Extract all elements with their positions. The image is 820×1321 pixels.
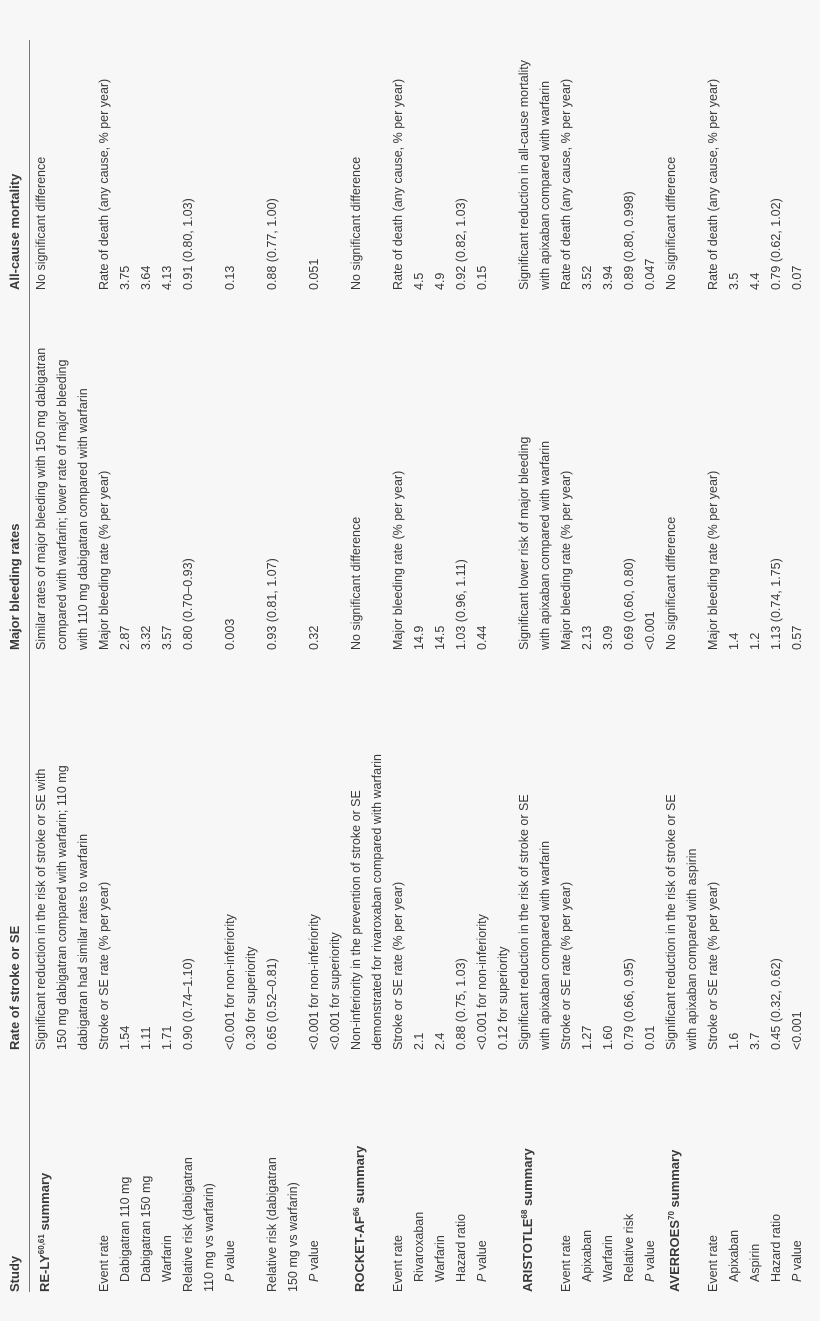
study-label: Event rate xyxy=(97,1235,111,1292)
bleeding-cell xyxy=(157,290,178,650)
study-cell xyxy=(178,1050,220,1292)
bleeding-cell xyxy=(619,290,640,650)
bleeding-cell xyxy=(346,290,388,650)
bleeding-cell xyxy=(766,290,787,650)
stroke-cell xyxy=(136,650,157,1050)
mortality-cell xyxy=(262,40,304,290)
cell-line: 1.13 (0.74, 1.75) xyxy=(769,558,783,650)
table-row xyxy=(724,40,745,1292)
mortality-cell xyxy=(220,40,262,290)
cell-line: 0.80 (0.70–0.93) xyxy=(181,558,195,650)
cell-line: Stroke or SE rate (% per year) xyxy=(706,881,720,1050)
cell-line: 1.03 (0.96, 1.11) xyxy=(454,559,468,650)
study-cell xyxy=(787,1050,808,1292)
study-cell xyxy=(31,1050,94,1292)
cell-line: 3.5 xyxy=(727,272,741,290)
p-value-rest: value xyxy=(475,1240,489,1274)
study-label: Warfarin xyxy=(433,1235,447,1282)
mortality-cell xyxy=(787,40,808,290)
cell-line: 4.5 xyxy=(412,272,426,290)
study-name: ARISTOTLE xyxy=(520,1218,535,1292)
bleeding-cell xyxy=(409,290,430,650)
study-label: Dabigatran 110 mg xyxy=(118,1176,132,1282)
cell-line: 0.92 (0.82, 1.03) xyxy=(454,198,468,290)
study-label: Hazard ratio xyxy=(769,1213,783,1282)
table-row xyxy=(304,40,346,1292)
cell-line: 1.71 xyxy=(160,1025,174,1050)
study-cell xyxy=(346,1050,388,1292)
bleeding-cell xyxy=(31,290,94,650)
table-body xyxy=(30,40,808,1292)
table-row xyxy=(346,40,388,1292)
bleeding-cell xyxy=(430,290,451,650)
cell-line: Major bleeding rate (% per year) xyxy=(391,470,405,650)
cell-line: Significant reduction in the risk of stroke or SE xyxy=(664,794,678,1050)
cell-line: demonstrated for rivaroxaban compared with warfarin xyxy=(370,754,384,1050)
cell-line: 0.88 (0.75, 1.03) xyxy=(454,958,468,1050)
table-row xyxy=(31,40,94,1292)
study-cell xyxy=(262,1050,304,1292)
stroke-cell xyxy=(640,650,661,1050)
p-italic: P xyxy=(475,1273,489,1282)
study-label: Event rate xyxy=(559,1235,573,1292)
cell-line: 0.91 (0.80, 1.03) xyxy=(181,198,195,290)
mortality-cell xyxy=(346,40,388,290)
mortality-cell xyxy=(745,40,766,290)
cell-line: with apixaban compared with warfarin xyxy=(538,80,552,290)
study-cell xyxy=(451,1050,472,1292)
study-label: Aspirin xyxy=(748,1243,762,1282)
cell-line: with apixaban compared with aspirin xyxy=(685,848,699,1050)
study-suffix: summary xyxy=(352,1145,367,1208)
cell-line: Rate of death (any cause, % per year) xyxy=(391,78,405,290)
p-value-rest: value xyxy=(307,1240,321,1274)
table-row xyxy=(745,40,766,1292)
study-suffix: summary xyxy=(667,1149,682,1212)
cell-line: 0.69 (0.60, 0.80) xyxy=(622,558,636,650)
study-name: AVERROES xyxy=(667,1220,682,1292)
mortality-cell xyxy=(703,40,724,290)
stroke-cell xyxy=(31,650,94,1050)
stroke-cell xyxy=(94,650,115,1050)
bleeding-cell xyxy=(388,290,409,650)
stroke-cell xyxy=(115,650,136,1050)
cell-line: with apixaban compared with warfarin xyxy=(538,840,552,1050)
cell-line: Major bleeding rate (% per year) xyxy=(559,470,573,650)
cell-line: 0.07 xyxy=(790,265,804,290)
stroke-cell xyxy=(724,650,745,1050)
study-cell xyxy=(115,1050,136,1292)
p-value-rest: value xyxy=(790,1240,804,1274)
stroke-cell xyxy=(388,650,409,1050)
cell-line: Stroke or SE rate (% per year) xyxy=(391,881,405,1050)
header-stroke-rate: Rate of stroke or SE xyxy=(7,925,22,1050)
cell-line: 0.65 (0.52–0.81) xyxy=(265,958,279,1050)
study-label: Rivaroxaban xyxy=(412,1211,426,1282)
cell-line: 1.6 xyxy=(727,1032,741,1050)
stroke-cell xyxy=(661,650,703,1050)
cell-line: 3.64 xyxy=(139,265,153,290)
table-row xyxy=(136,40,157,1292)
table-row xyxy=(598,40,619,1292)
study-name: ROCKET-AF xyxy=(352,1216,367,1292)
mortality-cell xyxy=(157,40,178,290)
study-label: Relative risk (dabigatran xyxy=(181,1157,195,1292)
cell-line: No significant difference xyxy=(34,156,48,290)
cell-line: Significant reduction in the risk of stroke or SE with xyxy=(34,768,48,1050)
p-italic: P xyxy=(643,1273,657,1282)
cell-line: 1.60 xyxy=(601,1025,615,1050)
study-title xyxy=(346,1050,367,1292)
cell-line: 0.01 xyxy=(643,1025,657,1050)
study-cell xyxy=(598,1050,619,1292)
cell-line: <0.001 xyxy=(643,611,657,650)
table-row xyxy=(94,40,115,1292)
bleeding-cell xyxy=(262,290,304,650)
study-cell xyxy=(766,1050,787,1292)
study-cell xyxy=(640,1050,661,1292)
study-label: Apixaban xyxy=(727,1229,741,1282)
cell-line: 3.94 xyxy=(601,265,615,290)
study-cell xyxy=(514,1050,556,1292)
cell-line: 0.047 xyxy=(643,258,657,290)
bleeding-cell xyxy=(115,290,136,650)
mortality-cell xyxy=(472,40,514,290)
mortality-cell xyxy=(556,40,577,290)
table-row xyxy=(220,40,262,1292)
stroke-cell xyxy=(451,650,472,1050)
mortality-cell xyxy=(640,40,661,290)
cell-line: 0.051 xyxy=(307,258,321,290)
bleeding-cell xyxy=(451,290,472,650)
cell-line: <0.001 xyxy=(790,1011,804,1050)
cell-line: 0.12 for superiority xyxy=(496,946,510,1050)
cell-line: with apixaban compared with warfarin xyxy=(538,440,552,650)
study-label: 110 mg vs warfarin) xyxy=(202,1183,216,1292)
stroke-cell xyxy=(619,650,640,1050)
cell-line: 0.57 xyxy=(790,625,804,650)
study-label: Event rate xyxy=(391,1235,405,1292)
mortality-cell xyxy=(619,40,640,290)
mortality-cell xyxy=(451,40,472,290)
p-value-label xyxy=(304,1050,325,1292)
study-suffix: summary xyxy=(37,1172,52,1235)
cell-line: 1.4 xyxy=(727,632,741,650)
bleeding-cell xyxy=(556,290,577,650)
header-mortality: All-cause mortality xyxy=(7,173,22,290)
study-label: Apixaban xyxy=(580,1229,594,1282)
cell-line: <0.001 for non-inferiority xyxy=(223,914,237,1050)
bleeding-cell xyxy=(304,290,346,650)
cell-line: 0.45 (0.32, 0.62) xyxy=(769,958,783,1050)
cell-line: Major bleeding rate (% per year) xyxy=(706,470,720,650)
stroke-cell xyxy=(346,650,388,1050)
cell-line: <0.001 for non-inferiority xyxy=(475,914,489,1050)
cell-line: Stroke or SE rate (% per year) xyxy=(559,881,573,1050)
bleeding-cell xyxy=(745,290,766,650)
stroke-cell xyxy=(178,650,220,1050)
mortality-cell xyxy=(94,40,115,290)
cell-line: 2.13 xyxy=(580,625,594,650)
study-label: Warfarin xyxy=(601,1235,615,1282)
cell-line: No significant difference xyxy=(664,156,678,290)
study-cell xyxy=(388,1050,409,1292)
cell-line: 1.11 xyxy=(139,1026,153,1050)
cell-line: 0.003 xyxy=(223,618,237,650)
cell-line: Significant reduction in all-cause mortality xyxy=(517,60,531,290)
study-cell xyxy=(409,1050,430,1292)
study-cell xyxy=(661,1050,703,1292)
cell-line: compared with warfarin; lower rate of major bleeding xyxy=(55,359,69,650)
table-row xyxy=(157,40,178,1292)
bleeding-cell xyxy=(703,290,724,650)
study-cell xyxy=(619,1050,640,1292)
cell-line: 2.1 xyxy=(412,1032,426,1050)
bleeding-cell xyxy=(94,290,115,650)
stroke-cell xyxy=(514,650,556,1050)
study-cell xyxy=(94,1050,115,1292)
cell-line: Rate of death (any cause, % per year) xyxy=(559,78,573,290)
stroke-cell xyxy=(472,650,514,1050)
mortality-cell xyxy=(724,40,745,290)
study-label: 150 mg vs warfarin) xyxy=(286,1182,300,1292)
table-row xyxy=(409,40,430,1292)
study-suffix: summary xyxy=(520,1148,535,1210)
stroke-cell xyxy=(262,650,304,1050)
cell-line: 14.5 xyxy=(433,625,447,650)
bleeding-cell xyxy=(136,290,157,650)
cell-line: Significant lower risk of major bleeding xyxy=(517,436,531,650)
study-cell xyxy=(472,1050,514,1292)
study-cell xyxy=(724,1050,745,1292)
study-cell xyxy=(745,1050,766,1292)
cell-line: 0.79 (0.66, 0.95) xyxy=(622,958,636,1050)
cell-line: Stroke or SE rate (% per year) xyxy=(97,881,111,1050)
stroke-cell xyxy=(157,650,178,1050)
table-row xyxy=(556,40,577,1292)
bleeding-cell xyxy=(598,290,619,650)
cell-line: 4.13 xyxy=(160,265,174,290)
stroke-cell xyxy=(304,650,346,1050)
mortality-cell xyxy=(577,40,598,290)
study-cell xyxy=(430,1050,451,1292)
reference-superscript: 68 xyxy=(520,1209,529,1219)
cell-line: 3.32 xyxy=(139,625,153,650)
table-row xyxy=(661,40,703,1292)
table-row xyxy=(619,40,640,1292)
p-italic: P xyxy=(223,1273,237,1282)
cell-line: 0.32 xyxy=(307,625,321,650)
header-study: Study xyxy=(7,1255,22,1292)
cell-line: 0.89 (0.80, 0.998) xyxy=(622,191,636,290)
stroke-cell xyxy=(556,650,577,1050)
table-row xyxy=(451,40,472,1292)
study-cell xyxy=(220,1050,262,1292)
cell-line: 4.9 xyxy=(433,272,447,290)
bleeding-cell xyxy=(178,290,220,650)
stroke-cell xyxy=(430,650,451,1050)
study-title xyxy=(661,1050,682,1292)
cell-line: 150 mg dabigatran compared with warfarin; 110 mg xyxy=(55,765,69,1050)
bleeding-cell xyxy=(514,290,556,650)
study-cell xyxy=(304,1050,346,1292)
table-header xyxy=(0,40,30,1292)
study-label: Warfarin xyxy=(160,1235,174,1282)
table-row xyxy=(577,40,598,1292)
stroke-cell xyxy=(745,650,766,1050)
mortality-cell xyxy=(409,40,430,290)
table-row xyxy=(640,40,661,1292)
cell-line: <0.001 for superiority xyxy=(328,932,342,1050)
study-name: RE-LY xyxy=(37,1254,52,1292)
study-cell xyxy=(577,1050,598,1292)
reference-superscript: 60,61 xyxy=(37,1234,46,1255)
cell-line: 3.75 xyxy=(118,265,132,290)
stroke-cell xyxy=(220,650,262,1050)
cell-line: 2.4 xyxy=(433,1032,447,1050)
cell-line: Major bleeding rate (% per year) xyxy=(97,470,111,650)
cell-line: Similar rates of major bleeding with 150 mg dabigatran xyxy=(34,347,48,650)
bleeding-cell xyxy=(661,290,703,650)
header-bleeding-rates: Major bleeding rates xyxy=(7,523,22,650)
table-row xyxy=(430,40,451,1292)
study-title xyxy=(31,1050,52,1292)
cell-line: 14.9 xyxy=(412,625,426,650)
study-cell xyxy=(157,1050,178,1292)
cell-line: 2.87 xyxy=(118,625,132,650)
table-row xyxy=(766,40,787,1292)
table-row xyxy=(787,40,808,1292)
mortality-cell xyxy=(598,40,619,290)
cell-line: 3.52 xyxy=(580,265,594,290)
study-cell xyxy=(703,1050,724,1292)
cell-line: dabigatran had similar rates to warfarin xyxy=(76,833,90,1050)
study-label: Relative risk (dabigatran xyxy=(265,1157,279,1292)
mortality-cell xyxy=(388,40,409,290)
table-row xyxy=(703,40,724,1292)
study-label: Event rate xyxy=(706,1235,720,1292)
bleeding-cell xyxy=(787,290,808,650)
stroke-cell xyxy=(598,650,619,1050)
bleeding-cell xyxy=(472,290,514,650)
study-label: Dabigatran 150 mg xyxy=(139,1175,153,1282)
cell-line: 0.15 xyxy=(475,265,489,290)
cell-line: 0.90 (0.74–1.10) xyxy=(181,958,195,1050)
study-label: Relative risk xyxy=(622,1213,636,1282)
p-value-rest: value xyxy=(643,1240,657,1274)
cell-line: 4.4 xyxy=(748,272,762,290)
mortality-cell xyxy=(115,40,136,290)
bleeding-cell xyxy=(724,290,745,650)
cell-line: No significant difference xyxy=(349,516,363,650)
table-row xyxy=(115,40,136,1292)
p-value-label xyxy=(640,1050,661,1292)
table-row xyxy=(514,40,556,1292)
cell-line: 0.79 (0.62, 1.02) xyxy=(769,198,783,290)
cell-line: Significant reduction in the risk of stroke or SE xyxy=(517,794,531,1050)
cell-line: 3.7 xyxy=(748,1032,762,1050)
cell-line: 1.54 xyxy=(118,1025,132,1050)
cell-line: No significant difference xyxy=(349,156,363,290)
bleeding-cell xyxy=(220,290,262,650)
reference-superscript: 66 xyxy=(352,1207,361,1217)
stroke-cell xyxy=(409,650,430,1050)
cell-line: 0.13 xyxy=(223,265,237,290)
p-value-rest: value xyxy=(223,1240,237,1274)
mortality-cell xyxy=(661,40,703,290)
cell-line: 0.93 (0.81, 1.07) xyxy=(265,558,279,650)
bleeding-cell xyxy=(640,290,661,650)
mortality-cell xyxy=(136,40,157,290)
table-row xyxy=(262,40,304,1292)
cell-line: with 110 mg dabigatran compared with warfarin xyxy=(76,388,90,650)
mortality-cell xyxy=(430,40,451,290)
mortality-cell xyxy=(514,40,556,290)
p-value-label xyxy=(787,1050,808,1292)
study-cell xyxy=(136,1050,157,1292)
cell-line: 0.44 xyxy=(475,625,489,650)
cell-line: 0.88 (0.77, 1.00) xyxy=(265,198,279,290)
bleeding-cell xyxy=(577,290,598,650)
p-italic: P xyxy=(790,1273,804,1282)
stroke-cell xyxy=(787,650,808,1050)
stroke-cell xyxy=(577,650,598,1050)
cell-line: 1.2 xyxy=(748,632,762,650)
cell-line: Non-inferiority in the prevention of stroke or SE xyxy=(349,790,363,1050)
cell-line: No significant difference xyxy=(664,516,678,650)
trial-comparison-table xyxy=(0,40,808,1292)
study-label: Hazard ratio xyxy=(454,1213,468,1282)
mortality-cell xyxy=(31,40,94,290)
study-title xyxy=(514,1050,535,1292)
cell-line: 3.57 xyxy=(160,625,174,650)
mortality-cell xyxy=(178,40,220,290)
cell-line: 1.27 xyxy=(580,1025,594,1050)
p-value-label xyxy=(220,1050,241,1292)
reference-superscript: 70 xyxy=(667,1211,676,1220)
p-italic: P xyxy=(307,1273,321,1282)
table-row xyxy=(472,40,514,1292)
cell-line: <0.001 for non-inferiority xyxy=(307,914,321,1050)
table-row xyxy=(178,40,220,1292)
cell-line: Rate of death (any cause, % per year) xyxy=(706,78,720,290)
cell-line: Rate of death (any cause, % per year) xyxy=(97,78,111,290)
stroke-cell xyxy=(766,650,787,1050)
stroke-cell xyxy=(703,650,724,1050)
mortality-cell xyxy=(766,40,787,290)
table-row xyxy=(388,40,409,1292)
mortality-cell xyxy=(304,40,346,290)
cell-line: 3.09 xyxy=(601,625,615,650)
cell-line: 0.30 for superiority xyxy=(244,946,258,1050)
p-value-label xyxy=(472,1050,493,1292)
study-cell xyxy=(556,1050,577,1292)
